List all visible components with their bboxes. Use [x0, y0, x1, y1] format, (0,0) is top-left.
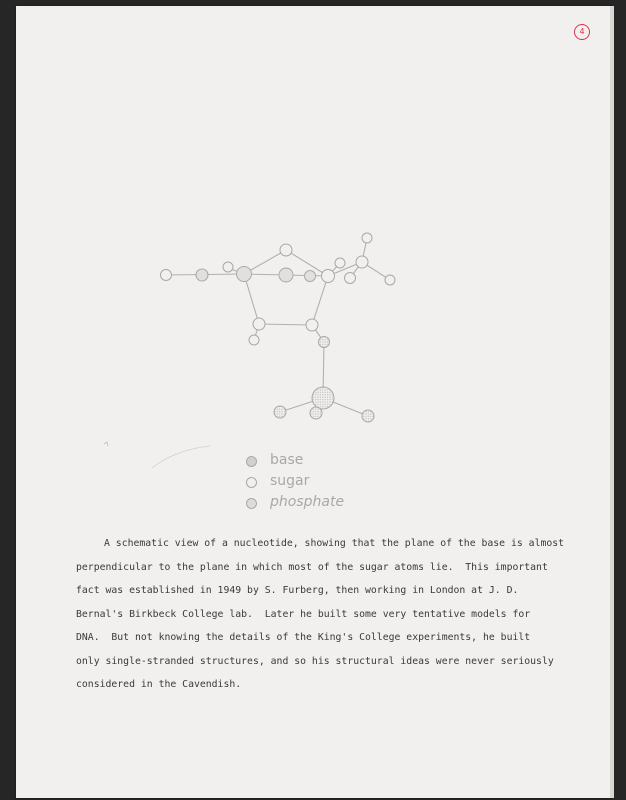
page-number-mark: 4: [574, 24, 590, 40]
hatched-circle-icon: [246, 456, 257, 467]
phosphate-atom: [319, 337, 330, 348]
sugar-atom: [322, 270, 335, 283]
base-atom: [161, 270, 172, 281]
sugar-atom: [249, 335, 259, 345]
caption-line: only single-stranded structures, and so his structural ideas were never seriously: [76, 655, 554, 667]
legend-label-base: base: [270, 452, 304, 468]
pencil-mark: [104, 442, 108, 446]
sugar-atom: [356, 256, 368, 268]
sugar-atom: [223, 262, 233, 272]
pencil-mark: [152, 446, 210, 468]
sugar-atom: [345, 273, 356, 284]
dotted-circle-icon: [246, 498, 257, 509]
open-circle-icon: [246, 477, 257, 488]
sugar-atom: [385, 275, 395, 285]
base-atom: [237, 267, 252, 282]
phosphate-atom: [312, 387, 334, 409]
legend-label-sugar: sugar: [270, 473, 310, 489]
phosphate-atom: [310, 407, 322, 419]
phosphate-atom: [362, 410, 374, 422]
sugar-atom: [335, 258, 345, 268]
sugar-atom: [280, 244, 292, 256]
caption-line: Bernal's Birkbeck College lab. Later he built some very tentative models for: [76, 608, 531, 620]
caption-line: fact was established in 1949 by S. Furberg, then working in London at J. D.: [76, 585, 519, 596]
base-atom: [305, 271, 316, 282]
caption-line: perpendicular to the plane in which most of the sugar atoms lie. This important: [76, 561, 548, 573]
figure-caption: [76, 532, 568, 697]
legend-label-phosphate: phosphate: [270, 494, 345, 510]
sugar-atom: [362, 233, 372, 243]
atom-markers: [161, 233, 396, 422]
caption-line: considered in the Cavendish.: [76, 679, 242, 690]
caption-line: A schematic view of a nucleotide, showing that the plane of the base is almost: [104, 538, 565, 549]
caption-line: DNA. But not knowing the details of the King's College experiments, he built: [76, 632, 531, 643]
sugar-atom: [306, 319, 318, 331]
base-atom: [196, 269, 208, 281]
base-atom: [279, 268, 293, 282]
phosphate-atom: [274, 406, 286, 418]
sugar-atom: [253, 318, 265, 330]
